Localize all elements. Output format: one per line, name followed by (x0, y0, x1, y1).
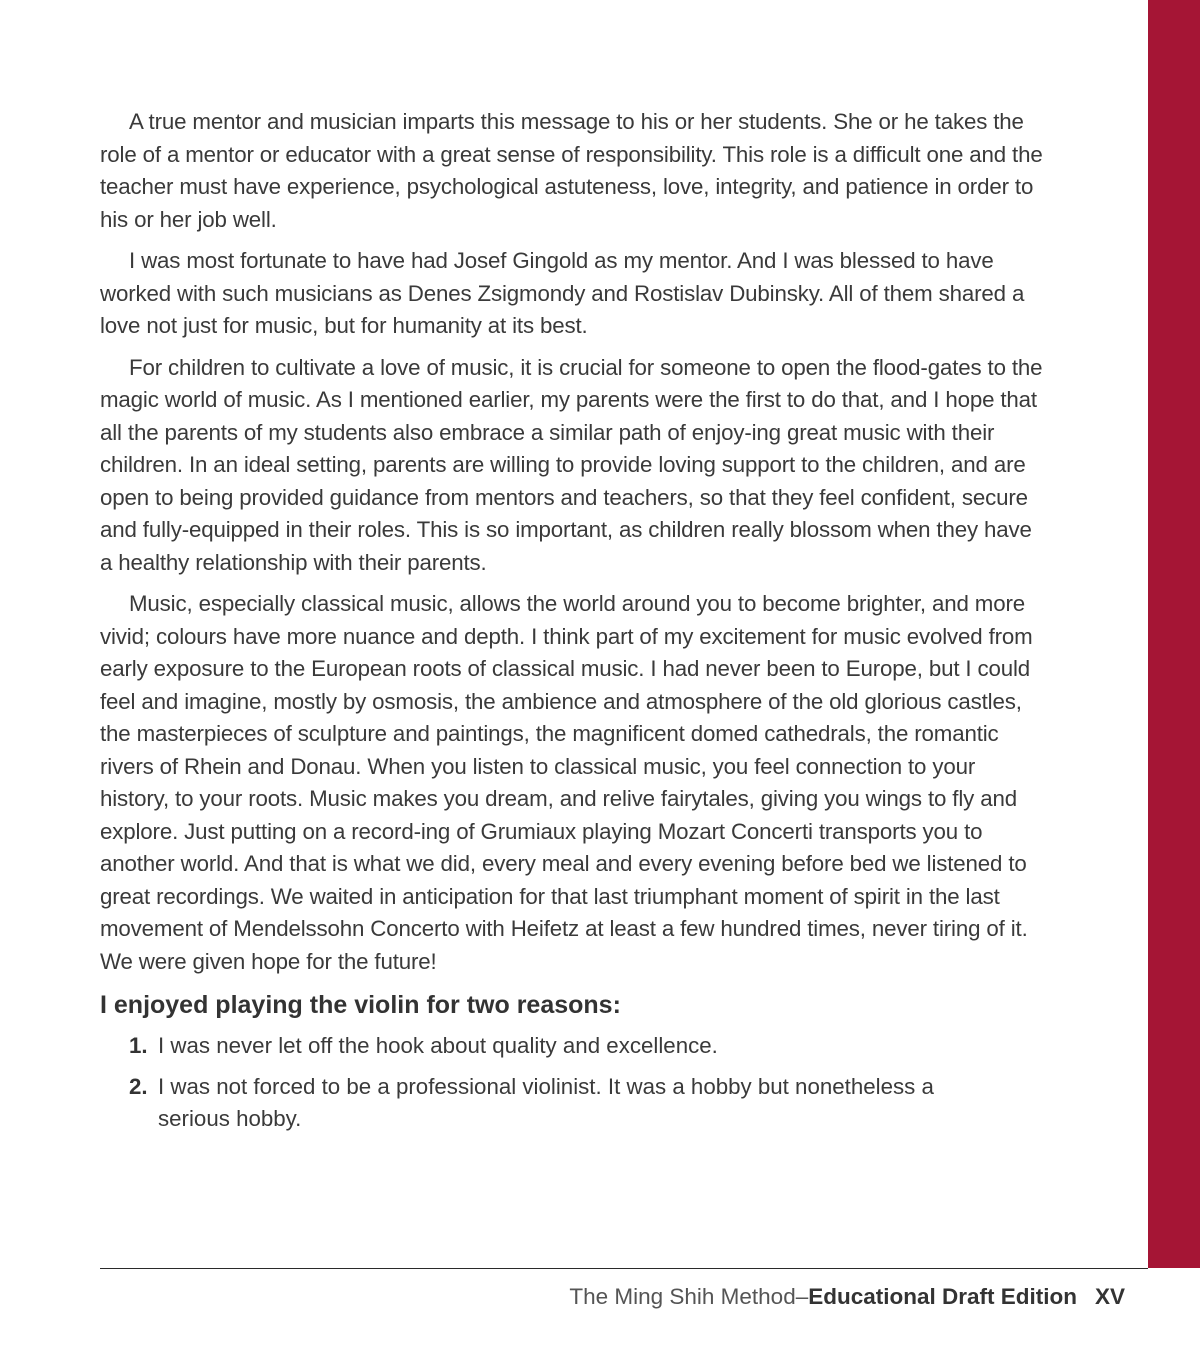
paragraph-mentor: A true mentor and musician imparts this message to his or her students. She or he takes the role of a mentor or educator with a great sense of responsibility. This role is a difficult one and the teacher must have experience, psychological astuteness, love, integrity, and patience in order to his or her job well. (100, 109, 1043, 232)
list-item-text: I was not forced to be a professional violinist. It was a hobby but nonetheless a serious hobby. (158, 1073, 934, 1131)
page-footer (569, 1282, 1125, 1312)
list-item-number: 1. (129, 1033, 148, 1058)
paragraph-children: For children to cultivate a love of music, it is crucial for someone to open the flood-gates to the magic world of music. As I mentioned earlier, my parents were the first to do that, and I hope that all the parents of my students also embrace a similar path of enjoy-ing great music with their children. In an ideal setting, parents are willing to provide loving support to the children, and are open to being provided guidance from mentors and teachers, so that they feel confident, secure and fully-equipped in their roles. This is so important, as children really blossom when they have a healthy relationship with their parents. (100, 354, 1043, 575)
page-number: XV (1094, 1284, 1125, 1309)
footer-divider (100, 1268, 1148, 1269)
list-item-number: 2. (129, 1073, 148, 1099)
footer-edition: Educational Draft Edition (808, 1284, 1077, 1309)
list-item-text: I was never let off the hook about quality and excellence. (158, 1033, 718, 1058)
footer-book-title: The Ming Shih Method– (569, 1284, 809, 1309)
list-item (100, 1071, 998, 1136)
reasons-list (100, 1030, 1050, 1136)
paragraph-gingold: I was most fortunate to have had Josef Gingold as my mentor. And I was blessed to have worked with such musicians as Denes Zsigmondy and Rostislav Dubinsky. All of them shared a love not just for music, but for humanity at its best. (100, 248, 1025, 338)
list-item (100, 1030, 998, 1063)
reasons-heading: I enjoyed playing the violin for two reasons: (100, 991, 621, 1019)
red-side-bar (1148, 0, 1200, 1268)
paragraph-classical-music: Music, especially classical music, allows the world around you to become brighter, and more vivid; colours have more nuance and depth. I think part of my excitement for music evolved from early exposure to the European roots of classical music. I had never been to Europe, but I could feel and imagine, mostly by osmosis, the ambience and atmosphere of the old glorious castles, the masterpieces of sculpture and paintings, the magnificent domed cathedrals, the romantic rivers of Rhein and Donau. When you listen to classical music, you feel connection to your history, to your roots. Music makes you dream, and relive fairytales, giving you wings to fly and explore. Just putting on a record-ing of Grumiaux playing Mozart Concerti transports you to another world. And that is what we did, every meal and every evening before bed we listened to great recordings. We waited in anticipation for that last triumphant moment of spirit in the last movement of Mendelssohn Concerto with Heifetz at least a few hundred times, never tiring of it. We were given hope for the future! (100, 591, 1033, 974)
page-body (100, 106, 1050, 1144)
